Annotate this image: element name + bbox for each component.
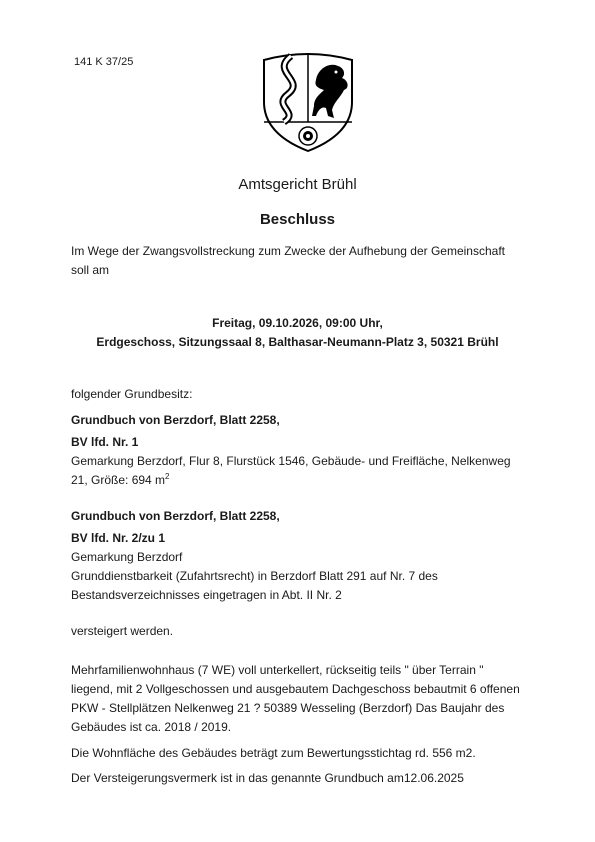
document-title: Beschluss xyxy=(259,211,336,228)
item-heading: Grundbuch von Berzdorf, Blatt 2258, xyxy=(71,509,280,523)
item-line: Grunddienstbarkeit (Zufahrtsrecht) in Berzdorf Blatt 291 auf Nr. 7 des xyxy=(71,569,438,583)
item-line: Bestandsverzeichnisses eingetragen in Abt. II Nr. 2 xyxy=(71,588,342,602)
beschreibung-line: Mehrfamilienwohnhaus (7 WE) voll unterkellert, rückseitig teils " über Terrain " xyxy=(71,663,484,677)
item-subheading: BV lfd. Nr. 1 xyxy=(71,435,139,449)
intro-paragraph xyxy=(71,242,531,280)
termin-date: Freitag, 09.10.2026, 09:00 Uhr, xyxy=(212,316,383,330)
beschreibung-paragraph xyxy=(71,661,531,737)
unit-superscript: 2 xyxy=(165,472,170,481)
item-line-text: 21, Größe: 694 m xyxy=(71,473,166,487)
item-line: Gemarkung Berzdorf, Flur 8, Flurstück 1546, Gebäude- und Freifläche, Nelkenweg xyxy=(71,454,511,468)
grundbesitz-label: folgender Grundbesitz: xyxy=(71,387,193,401)
beschreibung-line: PKW - Stellplätzen Nelkenweg 21 ? 50389 Wesseling (Berzdorf) Das Baujahr des xyxy=(71,701,505,715)
nrw-coat-of-arms-icon xyxy=(258,50,358,154)
beschreibung-line: liegend, mit 2 Vollgeschossen und ausgebautem Dachgeschoss bebautmit 6 offenen xyxy=(71,682,520,696)
item-line: Gemarkung Berzdorf xyxy=(71,550,183,564)
item-subheading: BV lfd. Nr. 2/zu 1 xyxy=(71,531,166,545)
wohnflaeche-text: Die Wohnfläche des Gebäudes beträgt zum Bewertungsstichtag rd. 556 m2. xyxy=(71,746,476,760)
versteigert-text: versteigert werden. xyxy=(71,624,174,638)
grundbuch-item-2 xyxy=(71,507,531,605)
item-heading: Grundbuch von Berzdorf, Blatt 2258, xyxy=(71,413,280,427)
grundbuch-item-1 xyxy=(71,411,531,490)
case-number: 141 K 37/25 xyxy=(74,56,134,68)
vermerk-text: Der Versteigerungsvermerk ist in das genannte Grundbuch am12.06.2025 xyxy=(71,771,464,785)
item-line xyxy=(71,471,531,490)
beschreibung-line: Gebäudes ist ca. 2018 / 2019. xyxy=(71,720,232,734)
court-name: Amtsgericht Brühl xyxy=(238,176,357,193)
intro-line: Im Wege der Zwangsvollstreckung zum Zwecke der Aufhebung der Gemeinschaft xyxy=(71,244,505,258)
termin-location: Erdgeschoss, Sitzungssaal 8, Balthasar-Neumann-Platz 3, 50321 Brühl xyxy=(96,335,499,349)
intro-line: soll am xyxy=(71,263,110,277)
